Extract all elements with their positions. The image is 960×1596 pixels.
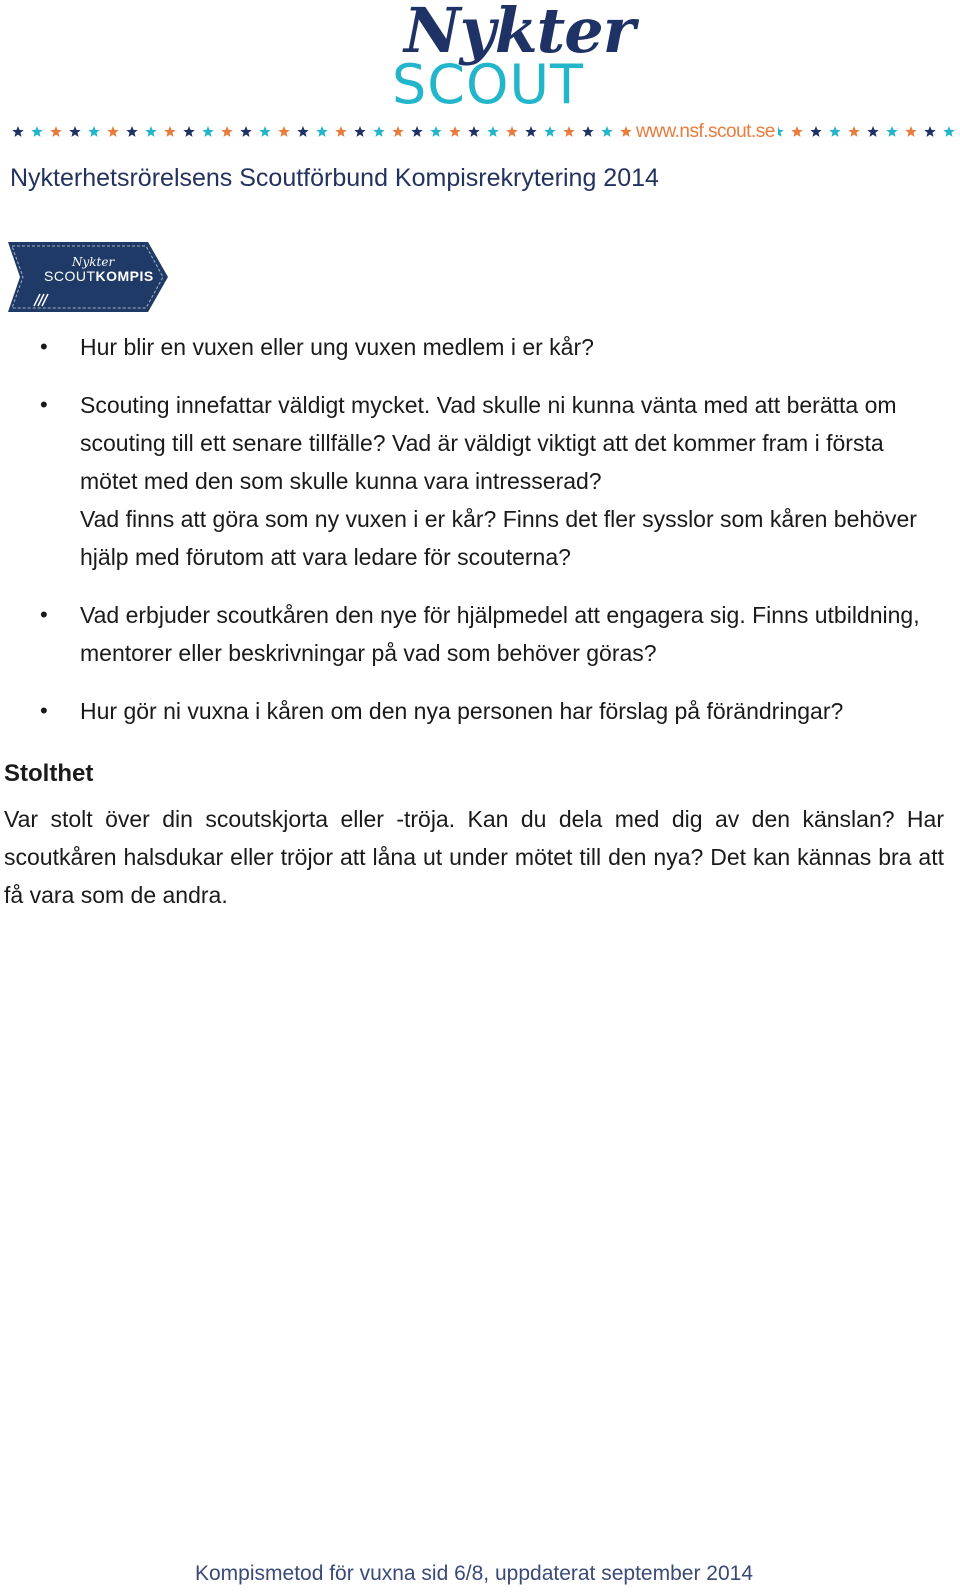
star-icon — [905, 126, 916, 137]
star-row-decoration — [0, 124, 960, 140]
star-icon — [449, 126, 460, 137]
star-icon — [525, 126, 536, 137]
star-icon — [392, 126, 403, 137]
star-icon — [240, 126, 251, 137]
star-icon — [601, 126, 612, 137]
list-item: • Hur blir en vuxen eller ung vuxen medlem i er kår? — [0, 328, 960, 366]
star-icon — [829, 126, 840, 137]
star-icon — [544, 126, 555, 137]
star-icon — [221, 126, 232, 137]
star-icon — [430, 126, 441, 137]
star-icon — [297, 126, 308, 137]
star-icon — [373, 126, 384, 137]
star-icon — [202, 126, 213, 137]
star-icon — [335, 126, 346, 137]
star-icon — [69, 126, 80, 137]
star-icon — [278, 126, 289, 137]
star-icon — [411, 126, 422, 137]
star-icon — [886, 126, 897, 137]
star-icon — [183, 126, 194, 137]
star-icon — [924, 126, 935, 137]
badge-scoutkompis-text — [44, 268, 154, 284]
star-icon — [943, 126, 954, 137]
star-icon — [620, 126, 631, 137]
star-icon — [12, 126, 23, 137]
question-list — [0, 328, 960, 730]
footer-text: Kompismetod för vuxna sid 6/8, uppdaterat september 2014 — [195, 1562, 753, 1585]
logo-nykter-text: Nykter — [404, 0, 635, 67]
list-item: Vad finns att göra som ny vuxen i er kår? Finns det fler sysslor som kåren behöver hjälp med förutom att vara ledare för scouterna? — [80, 506, 917, 570]
logo-scout-text: SCOUT — [392, 53, 584, 116]
list-item: • Vad erbjuder scoutkåren den nye för hjälpmedel att engagera sig. Finns utbildning, mentorer eller beskrivningar på vad som behöver göras? — [0, 596, 960, 672]
star-icon — [126, 126, 137, 137]
star-icon — [867, 126, 878, 137]
list-item: • Hur gör ni vuxna i kåren om den nya personen har förslag på förändringar? — [0, 692, 960, 730]
star-icon — [316, 126, 327, 137]
star-icon — [88, 126, 99, 137]
star-icon — [354, 126, 365, 137]
badge-nykter-text: Nykter — [72, 255, 115, 269]
star-icon — [468, 126, 479, 137]
star-icon — [582, 126, 593, 137]
section-body: Var stolt över din scoutskjorta eller -tröja. Kan du dela med dig av den känslan? Har scoutkåren halsdukar eller tröjor att låna ut under mötet till den nya? Det kan kännas bra att få vara som de andra. — [4, 806, 944, 908]
star-icon — [164, 126, 175, 137]
star-icon — [563, 126, 574, 137]
page-title: Nykterhetsrörelsens Scoutförbund Kompisrekrytering 2014 — [10, 164, 659, 192]
section-heading: Stolthet — [4, 760, 94, 787]
stars-icon — [0, 124, 960, 140]
badge-kompis-text: KOMPIS — [95, 268, 154, 284]
star-icon — [107, 126, 118, 137]
header-logo — [0, 0, 960, 140]
star-icon — [810, 126, 821, 137]
star-icon — [50, 126, 61, 137]
star-icon — [31, 126, 42, 137]
website-url[interactable]: www.nsf.scout.se — [633, 121, 778, 143]
star-icon — [506, 126, 517, 137]
star-icon — [259, 126, 270, 137]
star-icon — [487, 126, 498, 137]
badge-scout-text: SCOUT — [44, 268, 96, 284]
page-footer — [0, 1562, 960, 1586]
list-item: • Scouting innefattar väldigt mycket. Vad skulle ni kunna vänta med att berätta om scouting till ett senare tillfälle? Vad är väldigt viktigt att det kommer fram i första mötet med den som skulle kunna vara intresserad? — [0, 386, 960, 500]
star-icon — [145, 126, 156, 137]
star-icon — [791, 126, 802, 137]
star-icon — [848, 126, 859, 137]
